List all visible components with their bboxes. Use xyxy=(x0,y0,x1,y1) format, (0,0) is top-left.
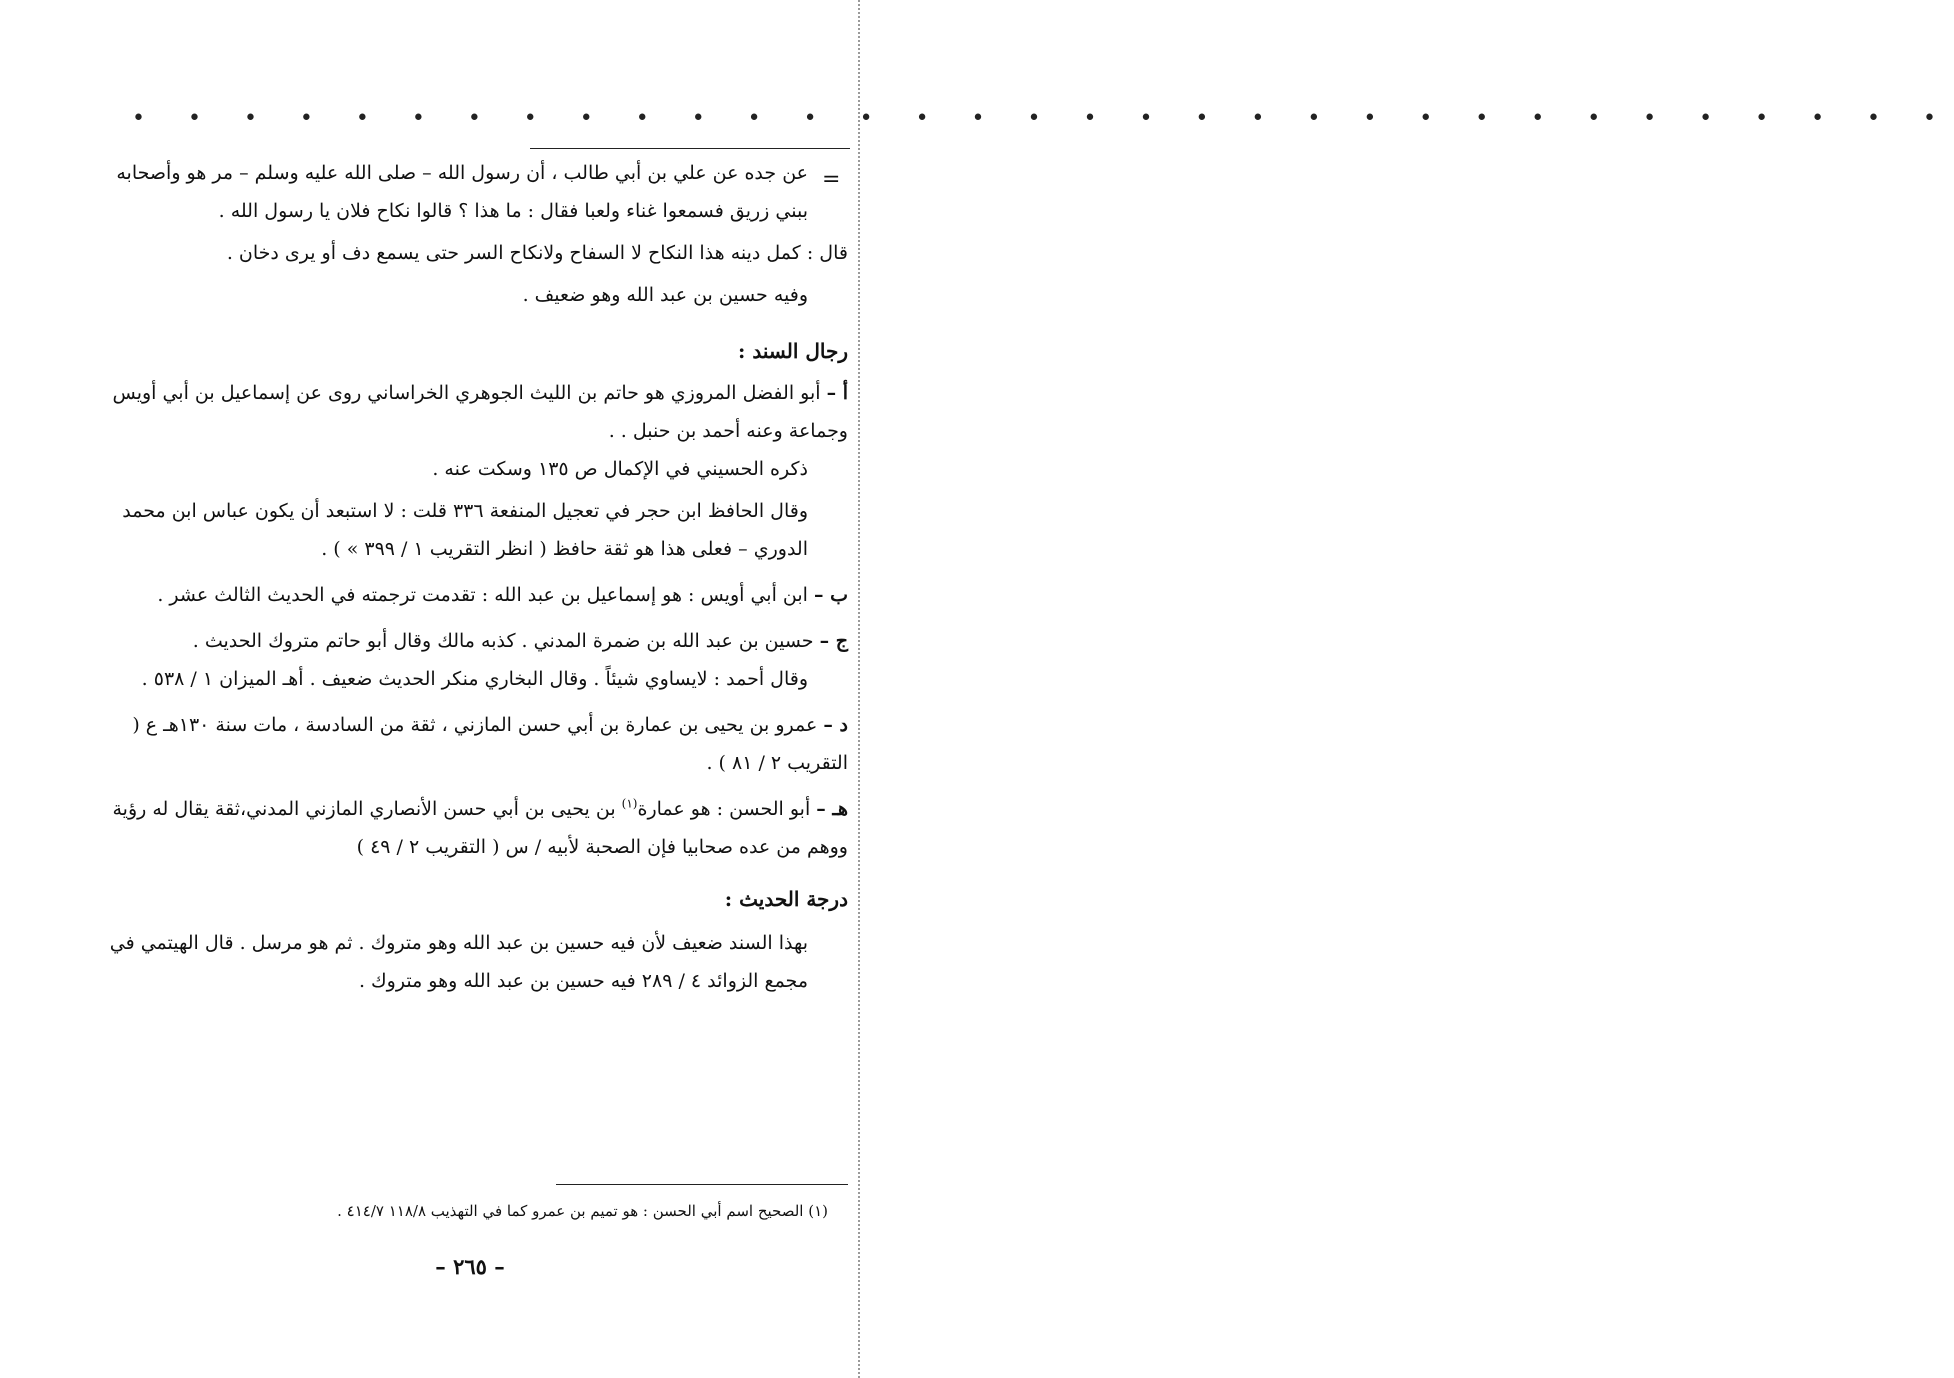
daraja-text: بهذا السند ضعيف لأن فيه حسين بن عبد الله وهو متروك . ثم هو مرسل . قال الهيتمي في مجمع الزوائد ٤ / ٢٨٩ فيه حسين بن عبد الله وهو متروك . xyxy=(109,932,808,992)
narrator-b-letter: ب – xyxy=(813,584,848,606)
daraja-heading: درجة الحديث : xyxy=(724,887,848,911)
narrator-b-text: ابن أبي أويس : هو إسماعيل بن عبد الله : تقدمت ترجمته في الحديث الثالث عشر . xyxy=(157,584,808,606)
narrator-j-text-2: وقال أحمد : لايساوي شيئاً . وقال البخاري منكر الحديث ضعيف . أهـ الميزان ١ / ٥٣٨ . xyxy=(141,668,808,690)
narrator-j-letter: ج – xyxy=(819,630,848,652)
narrator-j xyxy=(100,622,848,698)
header-dotted-separator: • • • • • • • • • • • • • • • • • • • • • • • • • • • • • • • • • xyxy=(132,106,1954,131)
main-text xyxy=(100,154,848,1000)
continuation-paragraph-3: وفيه حسين بن عبد الله وهو ضعيف . xyxy=(522,284,808,306)
footnote-separator xyxy=(556,1184,848,1185)
footnote: (١) الصحيح اسم أبي الحسن : هو تميم بن عمرو كما في التهذيب ١١٨/٨ ٤١٤/٧ . xyxy=(337,1202,828,1220)
narrator-a-text-3: وقال الحافظ ابن حجر في تعجيل المنفعة ٣٣٦ قلت : لا استبعد أن يكون عباس ابن محمد الدوري – فعلى هذا هو ثقة حافظ ( انظر التقريب ١ / ٣٩٩ » ) . xyxy=(122,500,808,560)
narrator-h-letter: هـ – xyxy=(816,798,848,820)
narrator-j-text-1: حسين بن عبد الله بن ضمرة المدني . كذبه مالك وقال أبو حاتم متروك الحديث . xyxy=(192,630,814,652)
narrator-h-text-2: بن يحيى بن أبي حسن الأنصاري المازني المدني،ثقة يقال له رؤية ووهم من عده صحابيا فإن الصحبة لأبيه / س ( التقريب ٢ / ٤٩ ) xyxy=(112,798,848,858)
narrator-a xyxy=(100,374,848,568)
footnote-reference[interactable]: (١) xyxy=(621,796,638,811)
narrator-d-text: عمرو بن يحيى بن عمارة بن أبي حسن المازني ، ثقة من السادسة ، مات سنة ١٣٠هـ ع ( التقريب ٢ / ٨١ ) . xyxy=(132,714,848,774)
page-number: – ٢٦٥ – xyxy=(435,1254,505,1279)
narrator-h xyxy=(100,790,848,866)
page-edge-dotted-line xyxy=(858,0,860,1378)
continuation-paragraph-1: عن جده عن علي بن أبي طالب ، أن رسول الله – صلى الله عليه وسلم – مر هو وأصحابه ببني زريق فسمعوا غناء ولعبا فقال : ما هذا ؟ قالوا نكاح فلان يا رسول الله . xyxy=(116,162,808,222)
narrator-d-letter: د – xyxy=(823,714,848,736)
narrator-d xyxy=(100,706,848,782)
narrator-b xyxy=(100,576,848,614)
continuation-mark: = xyxy=(822,167,841,192)
narrator-a-text-2: ذكره الحسيني في الإكمال ص ١٣٥ وسكت عنه . xyxy=(432,458,808,480)
rijal-heading: رجال السند : xyxy=(738,339,848,363)
narrator-h-text-1: أبو الحسن : هو عمارة xyxy=(637,798,811,820)
narrator-a-letter: أ – xyxy=(826,382,848,404)
narrator-a-text-1: أبو الفضل المروزي هو حاتم بن الليث الجوهري الخراساني روى عن إسماعيل بن أبي أويس وجماعة وعنه أحمد بن حنبل . . xyxy=(112,382,848,442)
continuation-rule xyxy=(530,148,850,149)
continuation-paragraph-2: قال : كمل دينه هذا النكاح لا السفاح ولانكاح السر حتى يسمع دف أو يرى دخان . xyxy=(226,242,848,264)
